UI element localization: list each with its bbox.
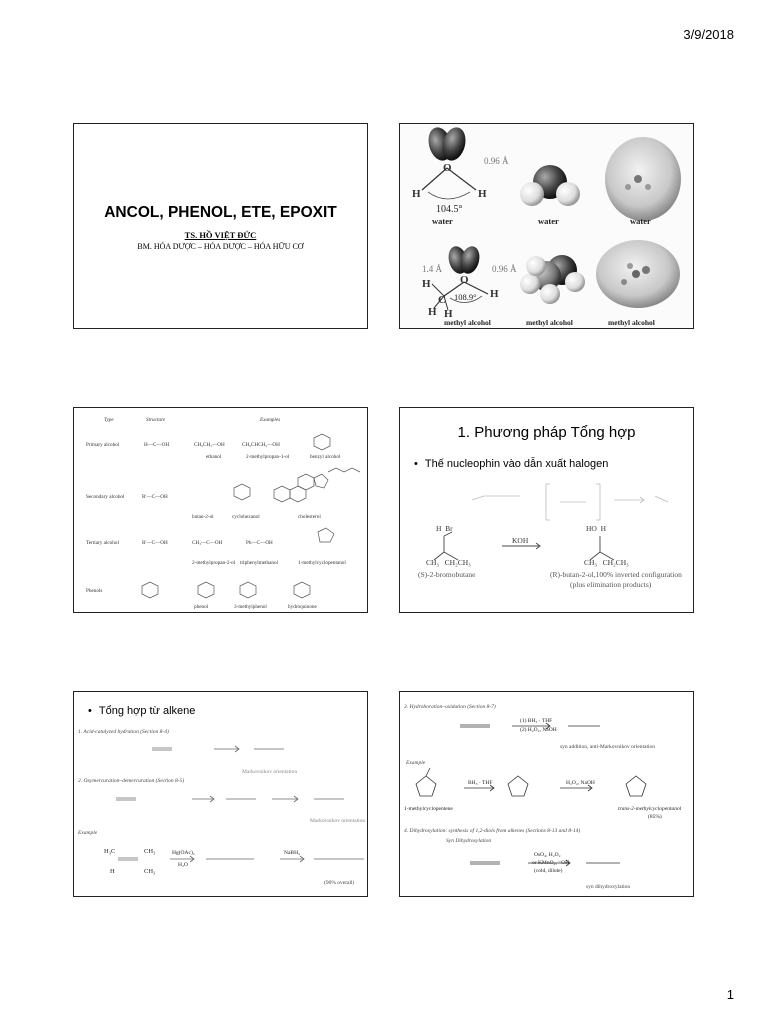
methyl-caption: methyl alcohol: [526, 318, 573, 327]
column-header-structure: Structure: [146, 417, 166, 423]
page-number: 1: [726, 987, 734, 1002]
reagent-label: (cold, dilute): [534, 868, 563, 874]
reaction-note: Markovnikov orientation: [310, 818, 366, 824]
reagent-label: BH₃ · THF: [468, 780, 493, 786]
row-example: CH₃—C—OH: [192, 540, 223, 546]
slide-molecular-models: [399, 123, 694, 329]
row-example-name: triphenylmethanol: [240, 560, 279, 566]
bullet-item: • Thế nucleophin vào dẫn xuất halogen: [414, 458, 608, 470]
reactant-caption: (S)-2-bromobutane: [418, 570, 476, 579]
reagent-label: or KMnO₄, ⁻OH: [532, 860, 570, 866]
product-caption: (plus elimination products): [570, 580, 652, 589]
atom-label-c: C: [438, 294, 446, 306]
molecule-label: H: [110, 868, 115, 875]
atom-label-h: H: [478, 188, 487, 200]
row-example-name: cholesterol: [298, 514, 321, 520]
alcohol-structures-illustration: [74, 408, 368, 613]
reagent-label: (2) H₂O₂, NaOH: [520, 727, 557, 733]
water-bond-length: 0.96 Å: [484, 156, 509, 166]
atom-label-h: H: [412, 188, 421, 200]
reaction-note: Markovnikov orientation: [242, 769, 298, 775]
row-example-name: 3-methylphenol: [234, 604, 267, 610]
atom-label-o: O: [460, 274, 469, 286]
slide-alcohol-classification: [73, 407, 368, 613]
reagent-label: NaBH₄: [284, 850, 300, 856]
row-example-name: hydroquinone: [288, 604, 317, 610]
atom-label-o: O: [443, 162, 452, 174]
water-caption: water: [630, 216, 651, 226]
reaction-step: 1. Acid-catalyzed hydration (Section 8-4): [78, 729, 169, 735]
slide-department: BM. HÓA DƯỢC – HÓA DƯỢC – HÓA HỮU CƠ: [137, 242, 304, 251]
reagent-label: H₂O₂, NaOH: [566, 780, 595, 786]
molecule-label: CH₃ CH₂CH₃: [584, 558, 629, 567]
row-structure: R'—C—OH: [142, 494, 168, 500]
slide-hydroboration: [399, 691, 694, 897]
slide-synthesis-methods: [399, 407, 694, 613]
row-type: Primary alcohol: [86, 442, 120, 448]
reaction-note: syn addition, anti-Markovnikov orientation: [560, 744, 656, 750]
row-example: Ph—C—OH: [246, 540, 273, 546]
example-label: Example: [78, 830, 98, 836]
row-example-name: 2-methylpropan-1-ol: [246, 454, 290, 460]
reagent-label: Hg(OAc)₂: [172, 850, 195, 856]
row-example-name: cyclohexanol: [232, 514, 260, 520]
row-example: CH₃CH₂—OH: [194, 442, 225, 448]
reaction-step: 3. Hydroboration–oxidation (Section 8-7): [404, 704, 496, 710]
atom-label-h: H: [444, 308, 453, 320]
reaction-subtitle: Syn Dihydroxylation: [446, 838, 492, 844]
reagent-label: H₂O: [178, 862, 188, 868]
row-example-name: ethanol: [206, 454, 222, 460]
atom-label-h: H: [490, 288, 499, 300]
start-material-label: 1-methylcyclopentene: [404, 806, 453, 812]
methyl-caption: methyl alcohol: [444, 318, 491, 327]
row-example-name: phenol: [194, 604, 209, 610]
row-type: Secondary alcohol: [86, 494, 125, 500]
column-header-type: Type: [104, 417, 114, 423]
slide-author: TS. HỒ VIỆT ĐỨC: [184, 230, 257, 240]
reaction-step: 4. Dihydroxylation: synthesis of 1,2-diols from alkenes (Sections 8-13 and 8-14): [404, 828, 581, 834]
product-label: trans-2-methylcyclopentanol: [618, 806, 682, 812]
molecule-label: CH₃: [144, 848, 156, 855]
row-structure: R'—C—OH: [142, 540, 168, 546]
alkene-reactions-illustration: [74, 692, 368, 897]
slide-title-heading: ANCOL, PHENOL, ETE, EPOXIT: [104, 204, 337, 221]
molecule-label: CH₃ CH₂CH₃: [426, 558, 471, 567]
methyl-caption: methyl alcohol: [608, 318, 655, 327]
molecule-label: HO H: [586, 524, 606, 533]
row-structure: H—C—OH: [144, 442, 170, 448]
page-date: 3/9/2018: [683, 27, 734, 42]
row-example-name: 2-methylpropan-2-ol: [192, 560, 236, 566]
row-type: Phenols: [86, 588, 103, 594]
hydroboration-illustration: [400, 692, 694, 897]
reagent-label: KOH: [512, 536, 529, 545]
slide-alkene-synthesis: [73, 691, 368, 897]
methyl-bond-co: 1.4 Å: [422, 264, 442, 274]
water-bond-angle: 104.5°: [436, 204, 463, 215]
row-example: CH₃CHCH₂—OH: [242, 442, 280, 448]
molecule-label: CH₃: [144, 868, 156, 875]
row-example-name: butan-2-ol: [192, 514, 214, 520]
row-example-name: benzyl alcohol: [310, 454, 341, 460]
row-example-name: 1-methylcyclopentanol: [298, 560, 346, 566]
methyl-bond-oh: 0.96 Å: [492, 264, 517, 274]
slide-heading: 1. Phương pháp Tổng hợp: [457, 424, 636, 441]
bullet-item: • Tổng hợp từ alkene: [88, 705, 195, 717]
reagent-label: (1) BH₃ · THF: [520, 718, 553, 724]
molecule-label: H₃C: [104, 848, 116, 855]
molecule-label: H Br: [436, 524, 453, 533]
slide-title: [73, 123, 368, 329]
row-type: Tertiary alcohol: [86, 540, 119, 546]
atom-label-h: H: [422, 278, 431, 290]
yield-label: (90% overall): [324, 880, 355, 886]
reaction-note: syn dihydroxylation: [586, 884, 631, 890]
product-caption: (R)-butan-2-ol,100% inverted configuration: [550, 570, 682, 579]
reagent-label: OsO₄, H₂O₂: [534, 852, 561, 858]
example-label: Example: [406, 760, 426, 766]
methyl-bond-angle: 108.9°: [454, 292, 477, 302]
column-header-examples: Examples: [260, 417, 281, 423]
yield-label: (85%): [648, 814, 662, 820]
water-caption: water: [432, 216, 453, 226]
atom-label-h: H: [428, 306, 437, 318]
reaction-step: 2. Oxymercuration–demercuration (Section 8-5): [78, 778, 185, 784]
water-caption: water: [538, 216, 559, 226]
